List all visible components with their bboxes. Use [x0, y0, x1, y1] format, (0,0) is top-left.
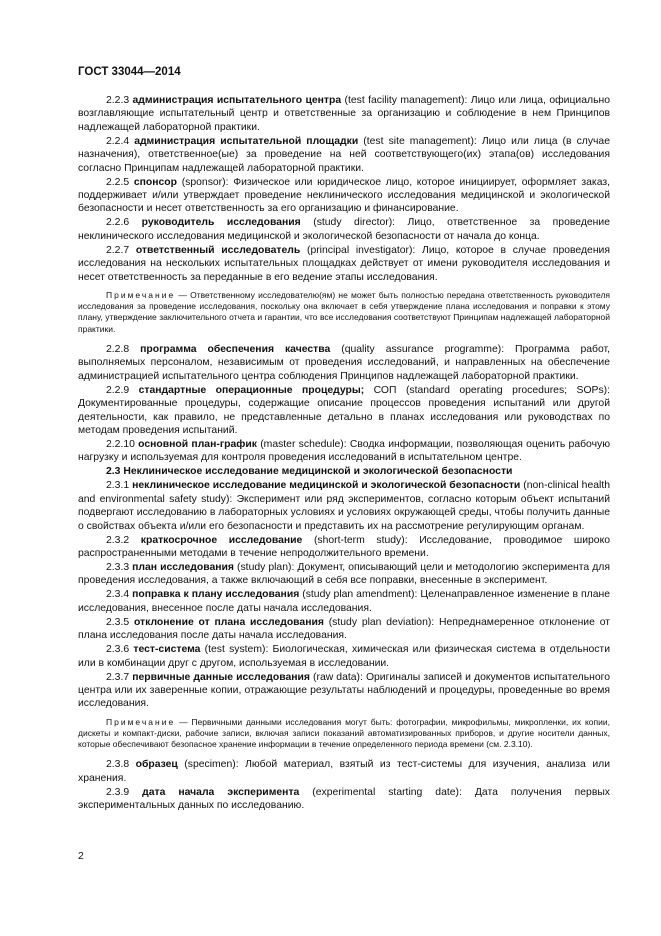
definition-paragraph: 2.2.8 программа обеспечения качества (quality assurance programme): Программа работ, выполняемых персоналом, независимым от проведения исследований, и направленных на обеспечение администрацией испытательного центра соблюдения Принципов надлежащей лабораторной практики. — [78, 343, 610, 382]
definition-paragraph: 2.2.3 администрация испытательного центра (test facility management): Лицо или лица, официально возглавляющие испытательный центр и ответственные за организацию и соблюдение в нем Принципов надлежащей лабораторной практики. — [78, 95, 611, 133]
definition-paragraph: 2.3.8 образец (specimen): Любой материал, взятый из тест-системы для изучения, анализа или хранения. — [78, 759, 610, 784]
page-number: 2 — [78, 850, 84, 862]
definition-paragraph: 2.3.3 план исследования (study plan): Документ, описывающий цели и методологию эксперимента для проведения исследования, а также включающий в себя все поправки, внесенные в эксперимент. — [78, 561, 610, 587]
definition-paragraph: 2.2.6 руководитель исследования (study director): Лицо, ответственное за проведение неклинического исследования медицинской и экологической безопасности от начала до конца. — [78, 217, 610, 242]
definition-paragraph: 2.3.9 дата начала эксперимента (experimental starting date): Дата получения первых экспериментальных данных по исследованию. — [78, 786, 611, 812]
document-body — [78, 94, 610, 813]
section-heading: 2.3 Неклиническое исследование медицинской и экологической безопасности — [106, 466, 513, 478]
definition-paragraph: 2.3.7 первичные данные исследования (raw data): Оригиналы записей и документов испытательного центра или их заверенные копии, отражающие результаты наблюдений и процедуры, проведенные во время исследования. — [78, 671, 610, 710]
document-header: ГОСТ 33044—2014 — [78, 66, 181, 78]
definition-paragraph: 2.3.2 краткосрочное исследование (short-term study): Исследование, проводимое широко распространенными методами в течение непродолжительного времени. — [78, 534, 611, 559]
note: Примечание — Ответственному исследователю(ям) не может быть полностью передана ответственность руководителя исследования за проведение исследования, поскольку она включает в себя утверждение плана исследования и поправки к этому плану, утверждение заключительного отчета и гарантии, что все исследования соответствуют Принципам надлежащей лабораторной практики. — [78, 290, 610, 334]
definition-paragraph: 2.3.5 отклонение от плана исследования (study plan deviation): Непреднамеренное отклонение от плана исследования после даты начала исследования. — [78, 616, 610, 642]
definition-paragraph: 2.3.4 поправка к плану исследования (study plan amendment): Целенаправленное изменение в плане исследования, внесенное после даты начала исследования. — [78, 589, 610, 614]
definition-paragraph: 2.3.6 тест-система (test system): Биологическая, химическая или физическая система в отдельности или в комбинации друг с другом, используемая в исследовании. — [78, 644, 610, 669]
definition-paragraph: 2.2.9 стандартные операционные процедуры; СОП (standard operating procedures; SOPs): Документированные процедуры, содержащие описание процессов проведения испытаний или другой деятельности, как правило, не представленные детально в планах исследования или руководствах по методам проведения испытаний. — [78, 384, 611, 436]
definition-paragraph: 2.3.1 неклиническое исследование медицинской и экологической безопасности (non-clinical health and environmental safety study): Эксперимент или ряд экспериментов, согласно которым объект испытаний подвергают исследованию в лабораторных условиях и условиях окружающей среды, чтобы получить данные о свойствах объекта и/или его безопасности и представить их на рассмотрение регулирующим органам. — [78, 480, 610, 532]
definition-paragraph: 2.2.5 спонсор (sponsor): Физическое или юридическое лицо, которое инициирует, оформляет заказ, поддерживает и/или утверждает проведение неклинического исследования медицинской и экологической безопасности и несет ответственность за его организацию и финансирование. — [78, 176, 611, 215]
definition-paragraph: 2.2.4 администрация испытательной площадки (test site management): Лицо или лица (в случае назначения), ответственное(ые) за проведение на ней соответствующего(их) этапа(ов) исследования согласно Принципам надлежащей лабораторной практики. — [78, 135, 610, 174]
definition-paragraph: 2.2.10 основной план-график (master schedule): Сводка информации, позволяющая оценить рабочую нагрузку и используемая для контроля проведения исследований в испытательном центре. — [78, 438, 611, 464]
note: Примечание — Первичными данными исследования могут быть: фотографии, микрофильмы, микропленки, их копии, дискеты и компакт-диски, рабочие записи, включая записи показаний автоматизированных приборов, и другие носители данных, которые обеспечивают безопасное хранение информации в течение определенного периода времени (см. 2.3.10). — [78, 716, 610, 750]
definition-paragraph: 2.2.7 ответственный исследователь (principal investigator): Лицо, которое в случае проведения исследования на нескольких испытательных площадках действует от имени руководителя исследования и несет ответственность за переданные в его ведение этапы исследования. — [78, 244, 610, 283]
